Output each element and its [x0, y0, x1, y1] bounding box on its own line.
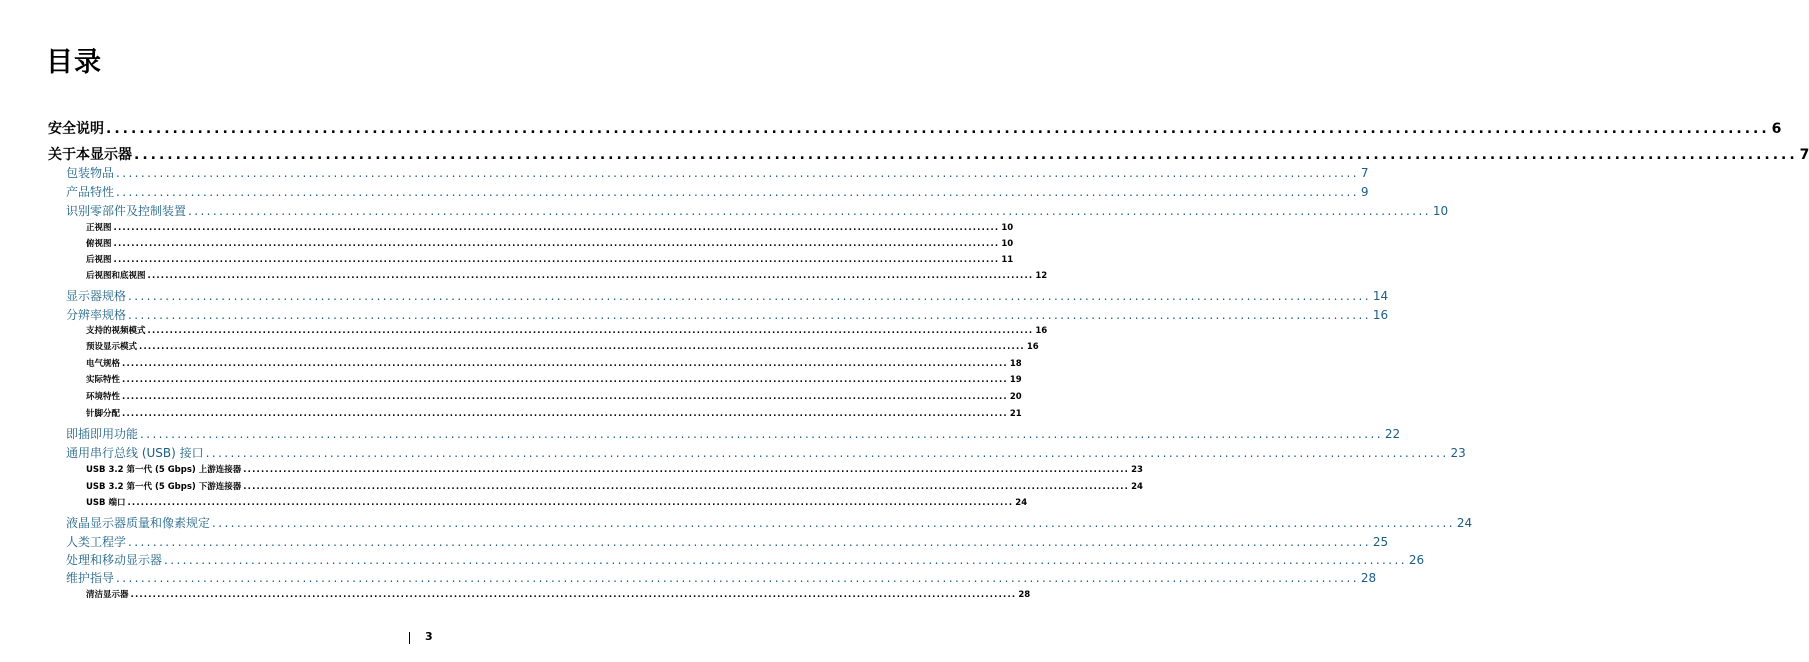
toc-entry-title: 后视图和底视图	[86, 271, 146, 281]
toc-entry-page: 24	[1131, 482, 1143, 492]
dot-leader: ........................................................................................................................................................................................................	[122, 359, 1008, 369]
footer-divider	[409, 632, 410, 644]
toc-entry-title: 即插即用功能	[66, 427, 139, 441]
toc-entry[interactable]	[66, 165, 1369, 182]
toc-entry-page: 9	[1360, 185, 1369, 199]
toc-entry-page: 10	[1001, 239, 1014, 249]
dot-leader: ........................................................................................................................................................................................................	[113, 223, 1000, 233]
dot-leader: ........................................................................................................................................................................................................	[130, 590, 1017, 600]
toc-entry-title: 液晶显示器质量和像素规定	[66, 516, 211, 530]
toc-entry[interactable]	[86, 270, 1048, 283]
toc-entry-title: 分辨率规格	[66, 308, 127, 322]
toc-entry[interactable]	[86, 374, 1022, 387]
toc-entry-title: 正视图	[86, 223, 112, 233]
dot-leader: ........................................................................................................................................................................................................	[122, 409, 1008, 419]
toc-entry[interactable]	[86, 589, 1031, 602]
dot-leader: ........................................................................................................................................................................................................	[147, 271, 1034, 281]
dot-leader: ........................................................................................................................................................................................................	[188, 204, 1431, 218]
dot-leader: ........................................................................................................................................................................................................	[116, 571, 1359, 585]
toc-entry-page: 24	[1456, 516, 1473, 530]
toc-entry[interactable]	[86, 254, 1014, 267]
dot-leader: ........................................................................................................................................................................................................	[243, 465, 1130, 475]
dot-leader: ........................................................................................................................................................................................................	[122, 375, 1008, 385]
footer-page-number: 3	[425, 630, 433, 643]
dot-leader: ........................................................................................................................................................................................................	[147, 326, 1034, 336]
dot-leader: ........................................................................................................................................................................................................	[128, 535, 1371, 549]
toc-entry-title: 支持的视频模式	[86, 326, 146, 336]
dot-leader: ........................................................................................................................................................................................................	[122, 392, 1008, 402]
toc-entry-page: 22	[1384, 427, 1401, 441]
toc-entry[interactable]	[86, 464, 1143, 477]
dot-leader: ........................................................................................................................................................................................................	[113, 255, 1000, 265]
toc-entry-title: 包装物品	[66, 166, 115, 180]
dot-leader: ........................................................................................................................................................................................................	[128, 308, 1371, 322]
toc-entry[interactable]	[66, 534, 1389, 551]
toc-entry-page: 10	[1001, 223, 1014, 233]
toc-entry-title: 通用串行总线 (USB) 接口	[66, 446, 204, 460]
toc-entry-page: 11	[1001, 255, 1014, 265]
dot-leader: ........................................................................................................................................................................................................	[116, 166, 1359, 180]
dot-leader: ........................................................................................................................................................................................................	[128, 289, 1371, 303]
toc-entry-page: 18	[1009, 359, 1022, 369]
toc-entry[interactable]	[86, 391, 1022, 404]
toc-entry[interactable]	[48, 119, 1782, 139]
toc-entry-page: 12	[1035, 271, 1048, 281]
dot-leader: ........................................................................................................................................................................................................	[140, 427, 1383, 441]
toc-entry[interactable]	[86, 358, 1022, 371]
toc-entry[interactable]	[86, 341, 1039, 354]
dot-leader: ........................................................................................................................................................................................................	[134, 147, 1798, 163]
toc-entry[interactable]	[48, 145, 1809, 165]
dot-leader: ........................................................................................................................................................................................................	[116, 185, 1359, 199]
toc-entry[interactable]	[86, 325, 1048, 338]
toc-entry-page: 19	[1009, 375, 1022, 385]
toc-entry[interactable]	[86, 222, 1014, 235]
toc-entry[interactable]	[86, 497, 1028, 510]
toc-entry-page: 25	[1372, 535, 1389, 549]
toc-entry-page: 20	[1009, 392, 1022, 402]
toc-entry[interactable]	[86, 408, 1022, 421]
toc-entry-title: 识别零部件及控制装置	[66, 204, 187, 218]
dot-leader: ........................................................................................................................................................................................................	[127, 498, 1014, 508]
dot-leader: ........................................................................................................................................................................................................	[113, 239, 1000, 249]
toc-entry-page: 28	[1360, 571, 1377, 585]
toc-entry-title: 预设显示模式	[86, 342, 138, 352]
toc-entry-page: 16	[1026, 342, 1039, 352]
toc-entry[interactable]	[66, 552, 1425, 569]
toc-entry-page: 23	[1450, 446, 1466, 460]
toc-entry-page: 7	[1799, 147, 1809, 163]
toc-entry-title: 环境特性	[86, 392, 121, 402]
toc-entry[interactable]	[66, 515, 1473, 532]
toc-entry-title: 显示器规格	[66, 289, 127, 303]
toc-entry-title: USB 3.2 第一代 (5 Gbps) 上游连接器	[86, 465, 242, 475]
toc-entry[interactable]	[66, 184, 1369, 201]
toc-entry-title: 实际特性	[86, 375, 121, 385]
toc-entry[interactable]	[66, 445, 1466, 462]
toc-entry-title: USB 端口	[86, 498, 126, 508]
toc-entry-title: 人类工程学	[66, 535, 127, 549]
toc-entry-page: 6	[1771, 121, 1782, 137]
toc-entry-page: 10	[1432, 204, 1449, 218]
toc-entry-title: 维护指导	[66, 571, 115, 585]
toc-entry[interactable]	[66, 203, 1449, 220]
dot-leader: ........................................................................................................................................................................................................	[106, 121, 1770, 137]
toc-entry-title: 关于本显示器	[48, 147, 132, 163]
toc-entry-title: 后视图	[86, 255, 112, 265]
dot-leader: ........................................................................................................................................................................................................	[139, 342, 1025, 352]
toc-entry-page: 28	[1018, 590, 1031, 600]
toc-entry-page: 26	[1408, 553, 1425, 567]
toc-entry-title: 安全说明	[48, 121, 104, 137]
toc-entry[interactable]	[66, 288, 1389, 305]
toc-entry[interactable]	[86, 481, 1143, 494]
toc-entry-title: 清洁显示器	[86, 590, 129, 600]
toc-entry-page: 16	[1035, 326, 1048, 336]
dot-leader: ........................................................................................................................................................................................................	[164, 553, 1407, 567]
dot-leader: ........................................................................................................................................................................................................	[243, 482, 1130, 492]
toc-entry-page: 24	[1015, 498, 1028, 508]
toc-entry-title: 针脚分配	[86, 409, 121, 419]
toc-entry-page: 16	[1372, 308, 1389, 322]
toc-entry-page: 23	[1131, 465, 1143, 475]
toc-entry[interactable]	[86, 238, 1014, 251]
toc-entry-page: 14	[1372, 289, 1389, 303]
toc-entry[interactable]	[66, 426, 1401, 443]
toc-entry-title: 产品特性	[66, 185, 115, 199]
toc-entry-title: 电气规格	[86, 359, 121, 369]
toc-entry-page: 7	[1360, 166, 1369, 180]
toc-entry[interactable]	[66, 307, 1389, 324]
dot-leader: ........................................................................................................................................................................................................	[212, 516, 1455, 530]
page-title: 目录	[46, 47, 102, 78]
dot-leader: ........................................................................................................................................................................................................	[205, 446, 1449, 460]
toc-entry-title: 俯视图	[86, 239, 112, 249]
toc-entry-title: USB 3.2 第一代 (5 Gbps) 下游连接器	[86, 482, 242, 492]
toc-entry-page: 21	[1009, 409, 1022, 419]
toc-entry[interactable]	[66, 570, 1377, 587]
toc-entry-title: 处理和移动显示器	[66, 553, 163, 567]
